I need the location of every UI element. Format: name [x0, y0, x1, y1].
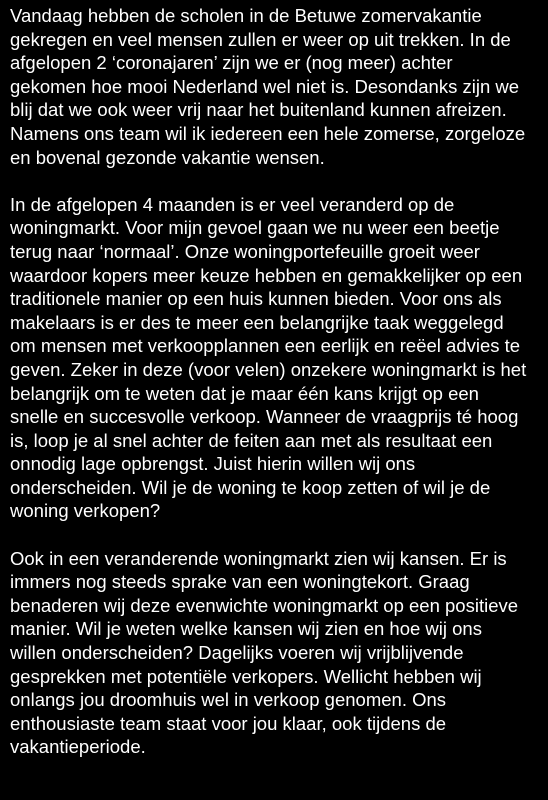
text-line: traditionele manier op een huis kunnen bieden. Voor ons als: [10, 288, 502, 310]
paragraph-spacer: [10, 169, 542, 193]
text-line: belangrijk om te weten dat je maar één kans krijgt op een: [10, 382, 479, 404]
text-line: gekregen en veel mensen zullen er weer op uit trekken. In de: [10, 28, 511, 50]
text-line: onderscheiden. Wil je de woning te koop zetten of wil je de: [10, 476, 491, 498]
text-line: woningmarkt. Voor mijn gevoel gaan we nu weer een beetje: [10, 217, 500, 239]
text-line: woning verkopen?: [10, 500, 161, 522]
text-line: en bovenal gezonde vakantie wensen.: [10, 146, 325, 168]
text-line: om mensen met verkoopplannen een eerlijk en reëel advies te: [10, 335, 521, 357]
text-line: onnodig lage opbrengst. Juist hierin willen wij ons: [10, 453, 416, 475]
text-line: geven. Zeker in deze (voor velen) onzekere woningmarkt is het: [10, 358, 527, 380]
text-line: snelle en succesvolle verkoop. Wanneer de vraagprijs té hoog: [10, 406, 519, 428]
text-line: immers nog steeds sprake van een woningtekort. Graag: [10, 571, 470, 593]
text-line: blij dat we ook weer vrij naar het buitenland kunnen afreizen.: [10, 99, 507, 121]
text-line: vakantieperiode.: [10, 736, 146, 758]
text-line: In de afgelopen 4 maanden is er veel veranderd op de: [10, 193, 455, 215]
text-line: Namens ons team wil ik iedereen een hele zomerse, zorgeloze: [10, 122, 526, 144]
text-line: terug naar ‘normaal’. Onze woningportefeuille groeit weer: [10, 240, 480, 262]
text-line: benaderen wij deze evenwichte woningmarkt op een positieve: [10, 594, 519, 616]
paragraph-summer-holiday: [10, 4, 542, 169]
text-line: manier. Wil je weten welke kansen wij zien en hoe wij ons: [10, 618, 482, 640]
paragraph-spacer: [10, 523, 542, 547]
text-line: enthousiaste team staat voor jou klaar, ook tijdens de: [10, 712, 447, 734]
text-line: makelaars is er des te meer een belangrijke taak weggelegd: [10, 311, 504, 333]
paragraph-housing-market: [10, 193, 542, 523]
text-line: Ook in een veranderende woningmarkt zien wij kansen. Er is: [10, 547, 507, 569]
text-line: willen onderscheiden? Dagelijks voeren wij vrijblijvende: [10, 642, 464, 664]
text-line: is, loop je al snel achter de feiten aan met als resultaat een: [10, 429, 493, 451]
text-line: Vandaag hebben de scholen in de Betuwe zomervakantie: [10, 5, 482, 26]
text-line: waardoor kopers meer keuze hebben en gemakkelijker op een: [10, 264, 523, 286]
text-line: onlangs jou droomhuis wel in verkoop genomen. Ons: [10, 689, 447, 711]
text-line: gesprekken met potentiële verkopers. Wellicht hebben wij: [10, 665, 482, 687]
text-line: afgelopen 2 ‘coronajaren’ zijn we er (nog meer) achter: [10, 52, 453, 74]
article-body: [10, 0, 542, 759]
text-line: gekomen hoe mooi Nederland wel niet is. Desondanks zijn we: [10, 75, 520, 97]
paragraph-opportunities: [10, 547, 542, 759]
